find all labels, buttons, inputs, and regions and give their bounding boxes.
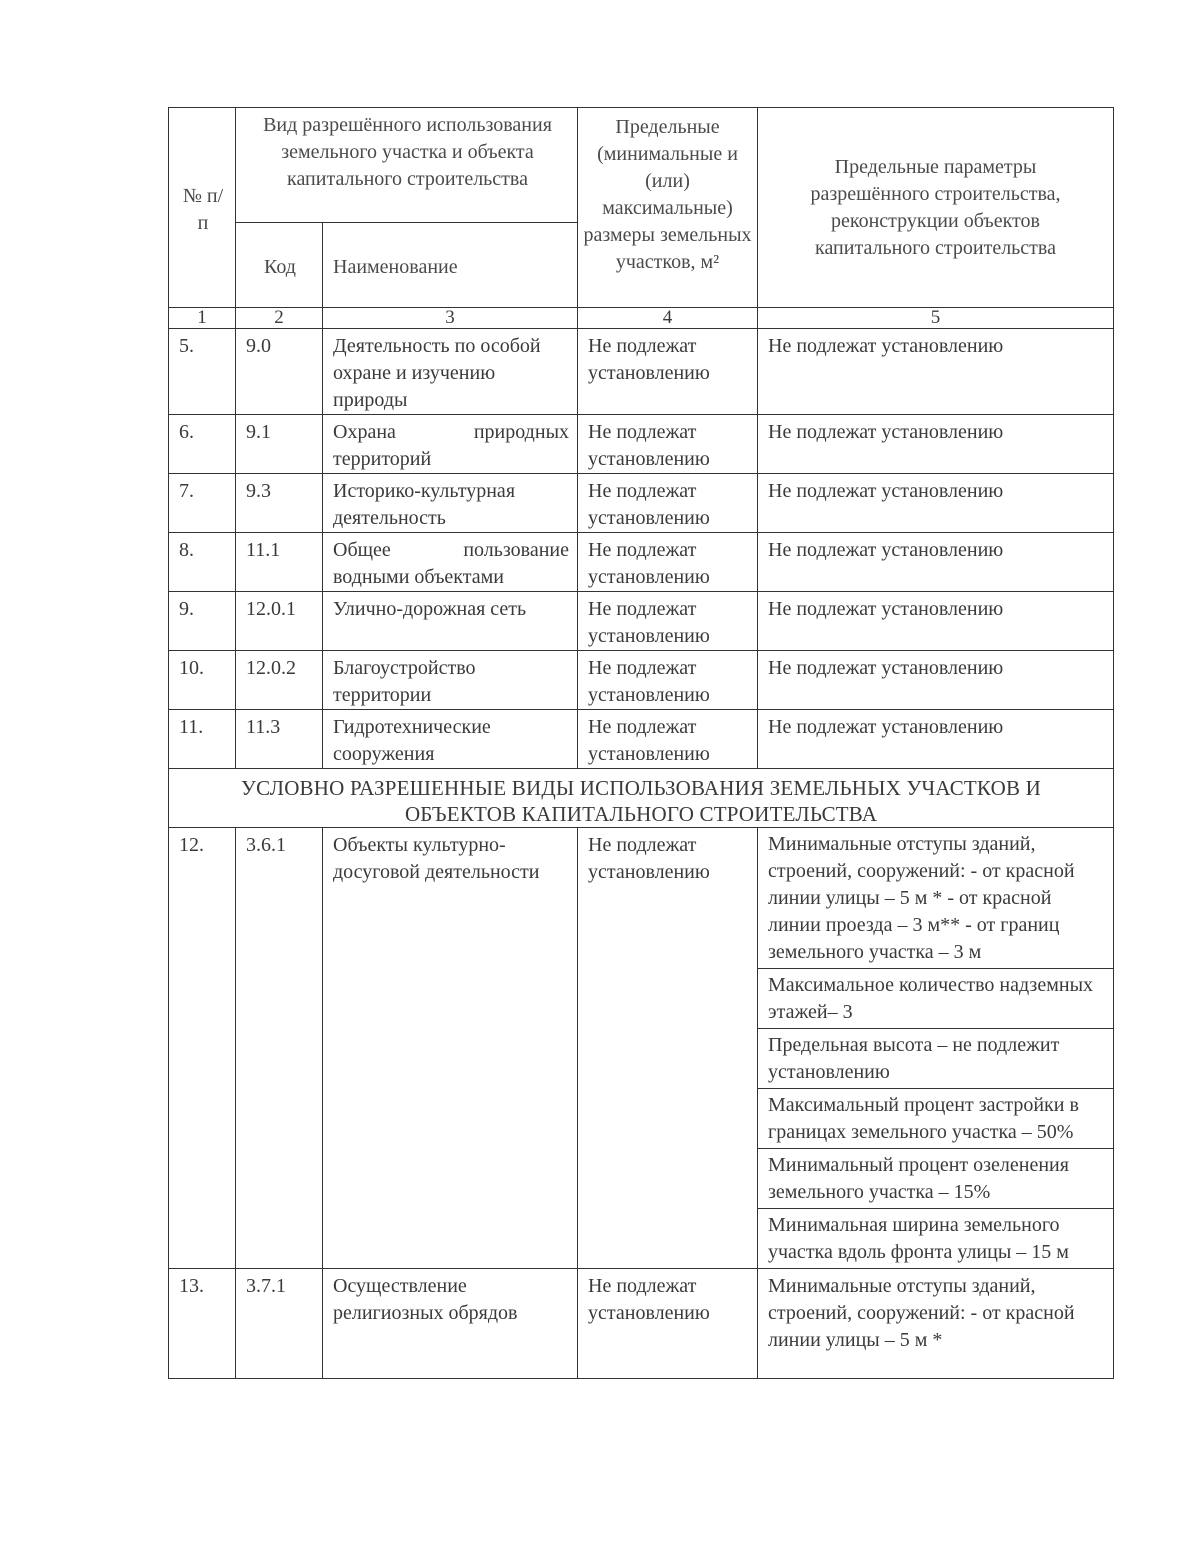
row-size: Не подлежат установлению	[578, 651, 758, 710]
row-number: 6.	[169, 415, 236, 474]
row-code: 9.1	[236, 415, 323, 474]
row-size: Не подлежат установлению	[578, 415, 758, 474]
row-params-list	[758, 828, 1114, 1269]
column-number: 2	[236, 308, 323, 329]
row-params: Не подлежат установлению	[758, 710, 1114, 769]
row-size: Не подлежат установлению	[578, 474, 758, 533]
section-heading-row	[169, 769, 1114, 828]
table-row	[169, 415, 1114, 474]
table-row-12	[169, 828, 1114, 1269]
row-params: Не подлежат установлению	[758, 651, 1114, 710]
row-params: Не подлежат установлению	[758, 474, 1114, 533]
row-code: 3.7.1	[236, 1269, 323, 1379]
header-name: Наименование	[323, 223, 578, 308]
row-size: Не подлежат установлению	[578, 533, 758, 592]
row-name: Благоустройство территории	[323, 651, 578, 710]
row-params: Минимальные отступы зданий, строений, сооружений: - от красной линии улицы – 5 м *	[758, 1269, 1114, 1379]
row-name: Историко-культурная деятельность	[323, 474, 578, 533]
header-params: Предельные параметры разрешённого строительства, реконструкции объектов капитального строительства	[758, 108, 1114, 308]
row-name: Гидротехнические сооружения	[323, 710, 578, 769]
row-code: 12.0.1	[236, 592, 323, 651]
zoning-table	[168, 107, 1114, 1379]
param-frontage-width: Минимальная ширина земельного участка вдоль фронта улицы – 15 м	[768, 1214, 1069, 1263]
header-plot-size: Предельные (минимальные и (или) максимальные) размеры земельных участков, м²	[578, 108, 758, 308]
column-number: 4	[578, 308, 758, 329]
table-row	[169, 329, 1114, 415]
row-params: Не подлежат установлению	[758, 329, 1114, 415]
column-number: 1	[169, 308, 236, 329]
header-row-1	[169, 108, 1114, 223]
row-params: Не подлежат установлению	[758, 415, 1114, 474]
row-size: Не подлежат установлению	[578, 828, 758, 1269]
row-size: Не подлежат установлению	[578, 329, 758, 415]
row-name: Охрана природных территорий	[323, 415, 578, 474]
param-height: Предельная высота – не подлежит установлению	[758, 1029, 1113, 1089]
row-code: 3.6.1	[236, 828, 323, 1269]
row-code: 9.0	[236, 329, 323, 415]
row-name: Осуществление религиозных обрядов	[323, 1269, 578, 1379]
header-code: Код	[236, 223, 323, 308]
column-number: 3	[323, 308, 578, 329]
row-size: Не подлежат установлению	[578, 1269, 758, 1379]
table-row	[169, 710, 1114, 769]
row-number: 7.	[169, 474, 236, 533]
table-row-13	[169, 1269, 1114, 1379]
header-use-type: Вид разрешённого использования земельного участка и объекта капитального строительства	[236, 108, 578, 223]
row-params: Не подлежат установлению	[758, 592, 1114, 651]
param-built-percent: Максимальный процент застройки в границах земельного участка – 50%	[758, 1089, 1113, 1149]
table-row	[169, 592, 1114, 651]
section-heading: УСЛОВНО РАЗРЕШЕННЫЕ ВИДЫ ИСПОЛЬЗОВАНИЯ ЗЕМЕЛЬНЫХ УЧАСТКОВ И ОБЪЕКТОВ КАПИТАЛЬНОГО СТРОИТЕЛЬСТВА	[169, 769, 1114, 828]
row-code: 9.3	[236, 474, 323, 533]
row-number: 11.	[169, 710, 236, 769]
param-floors: Максимальное количество надземных этажей– 3	[758, 969, 1113, 1029]
header-number: № п/п	[169, 108, 236, 308]
row-size: Не подлежат установлению	[578, 592, 758, 651]
row-name: Общее пользование водными объектами	[323, 533, 578, 592]
table-row	[169, 533, 1114, 592]
row-code: 11.1	[236, 533, 323, 592]
row-size: Не подлежат установлению	[578, 710, 758, 769]
row-number: 12.	[169, 828, 236, 1269]
row-number: 5.	[169, 329, 236, 415]
column-number-row	[169, 308, 1114, 329]
row-number: 8.	[169, 533, 236, 592]
document-page	[168, 107, 1113, 1379]
column-number: 5	[758, 308, 1114, 329]
table-row	[169, 651, 1114, 710]
row-name: Объекты культурно-досуговой деятельности	[323, 828, 578, 1269]
param-setbacks: Минимальные отступы зданий, строений, сооружений: - от красной линии улицы – 5 м * - от красной линии проезда – 3 м** - от границ земельного участка – 3 м	[758, 828, 1113, 969]
row-code: 11.3	[236, 710, 323, 769]
param-green-percent: Минимальный процент озеленения земельного участка – 15%	[758, 1149, 1113, 1209]
row-code: 12.0.2	[236, 651, 323, 710]
table-row	[169, 474, 1114, 533]
row-name: Улично-дорожная сеть	[323, 592, 578, 651]
row-number: 10.	[169, 651, 236, 710]
row-name: Деятельность по особой охране и изучению природы	[323, 329, 578, 415]
row-number: 9.	[169, 592, 236, 651]
row-params: Не подлежат установлению	[758, 533, 1114, 592]
row-number: 13.	[169, 1269, 236, 1379]
